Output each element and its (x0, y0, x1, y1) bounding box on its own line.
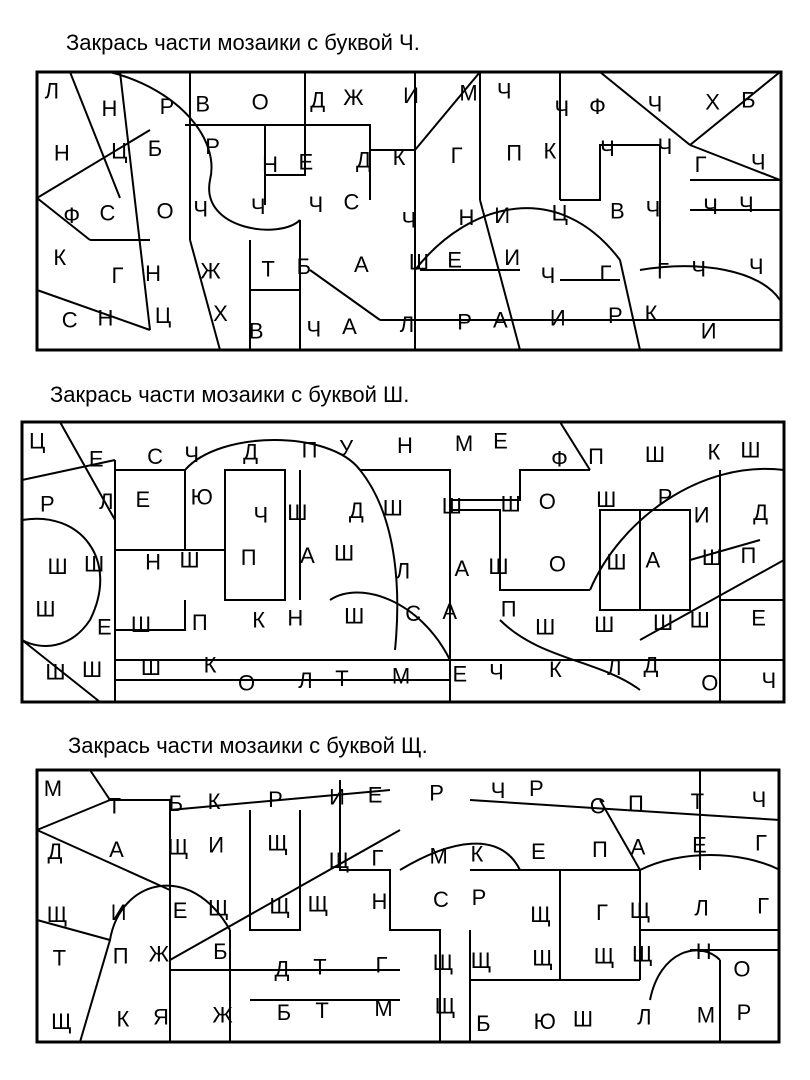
mosaic-letter: Ч (540, 263, 556, 288)
mosaic-letter: Ч (490, 778, 506, 804)
mosaic-letter: Р (205, 134, 220, 159)
mosaic-letter: Е (172, 897, 188, 923)
mosaic-letter: Б (741, 87, 756, 113)
mosaic-letter: О (251, 89, 269, 115)
mosaic-letter: Ф (551, 446, 568, 472)
mosaic-letter: Д (753, 500, 769, 526)
mosaic-letter: П (506, 140, 523, 166)
mosaic-letter: Т (107, 793, 122, 819)
mosaic-letter: Ж (212, 1002, 233, 1028)
mosaic-letter: Ж (148, 941, 170, 967)
mosaic-letter: Ш (500, 491, 521, 517)
mosaic-letter: Щ (267, 830, 288, 856)
mosaic-letter: П (588, 444, 604, 470)
mosaic-letter: Ш (179, 547, 200, 573)
mosaic-letter: Н (397, 433, 413, 458)
mosaic-letter: Е (692, 832, 707, 858)
mosaic-letter: Ш (382, 495, 403, 521)
mosaic-letter: Ч (647, 91, 663, 117)
mosaic-letter: С (589, 793, 606, 819)
mosaic-letter: М (459, 80, 478, 106)
mosaic-letter: Щ (167, 834, 189, 860)
mosaic-letter: Т (261, 256, 275, 282)
mosaic-letter: Г (596, 900, 608, 925)
mosaic-letter: Ч (401, 207, 417, 233)
mosaic-letter: Т (690, 789, 705, 815)
mosaic-letter: Ч (751, 786, 767, 812)
mosaic-letter: К (392, 145, 406, 171)
mosaic-letter: Ч (489, 659, 504, 685)
mosaic-letter: М (391, 663, 411, 689)
mosaic-letter: Х (705, 89, 720, 115)
mosaic-letter: Г (657, 258, 669, 284)
mosaic-letter: Щ (307, 891, 329, 917)
mosaic-letter: М (696, 1002, 716, 1028)
panel-1-instruction: Закрась части мозаики с буквой Ч. (66, 30, 420, 55)
mosaic-letter: Д (643, 652, 659, 678)
mosaic-letter: А (342, 314, 357, 340)
mosaic-letter: С (432, 887, 449, 912)
mosaic-letter: Ч (308, 191, 324, 217)
mosaic-panel-3 (37, 770, 780, 1042)
mosaic-letter: И (208, 832, 225, 858)
mosaic-letter: Щ (207, 895, 229, 921)
mosaic-letter: А (492, 307, 508, 333)
mosaic-letter: Щ (530, 902, 551, 928)
mosaic-letter: Т (315, 997, 329, 1023)
mosaic-letter: Ч (645, 196, 661, 222)
mosaic-letter: Р (429, 780, 444, 806)
mosaic-letter: С (99, 200, 116, 226)
mosaic-letter: Ш (47, 554, 68, 579)
mosaic-letter: П (591, 836, 608, 862)
mosaic-letter: И (504, 245, 521, 271)
mosaic-letter: Е (96, 614, 112, 640)
mosaic-letter: Л (395, 558, 411, 584)
mosaic-letter: К (644, 300, 658, 326)
mosaic-letter: О (156, 198, 174, 224)
mosaic-letter: Е (493, 428, 508, 454)
mosaic-letter: Л (607, 654, 622, 680)
mosaic-letter: Р (528, 776, 544, 801)
mosaic-letter: В (609, 198, 625, 224)
mosaic-letter: Н (695, 939, 712, 965)
mosaic-letter: Б (296, 254, 312, 280)
mosaic-letter: Д (47, 839, 63, 865)
mosaic-letter: Р (457, 309, 472, 335)
mosaic-letter: Ш (140, 654, 162, 680)
mosaic-letter: Н (97, 305, 114, 331)
mosaic-letter: И (329, 784, 345, 810)
mosaic-letter: А (354, 251, 369, 277)
mosaic-letter: П (240, 545, 257, 570)
mosaic-letter: А (442, 598, 458, 624)
mosaic-letter: К (548, 657, 562, 682)
mosaic-letter: К (470, 841, 484, 867)
mosaic-letter: К (252, 607, 266, 633)
mosaic-letter: С (61, 307, 78, 333)
mosaic-letter: Я (153, 1004, 169, 1030)
mosaic-letter: Ч (750, 149, 766, 175)
panel-2-instruction: Закрась части мозаики с буквой Ш. (50, 382, 410, 407)
mosaic-letter: Ф (63, 202, 81, 228)
mosaic-letter: Х (213, 300, 228, 326)
mosaic-letter: Ш (644, 442, 666, 467)
mosaic-letter: Д (348, 498, 364, 523)
mosaic-letter: Н (145, 260, 162, 286)
mosaic-letter: Ч (703, 194, 718, 220)
mosaic-letter: Е (135, 486, 151, 512)
mosaic-letter: Р (736, 1000, 752, 1026)
mosaic-letter: Г (375, 952, 388, 978)
mosaic-letter: Ч (738, 191, 754, 217)
mosaic-letter: М (374, 995, 393, 1021)
mosaic-letter: К (707, 439, 721, 465)
mosaic-letter: Ш (535, 614, 556, 640)
mosaic-letter: Д (243, 439, 259, 465)
mosaic-letter: С (405, 601, 422, 626)
mosaic-letter: П (500, 596, 517, 622)
mosaic-letter: Ч (691, 256, 707, 282)
mosaic-letter: Щ (434, 993, 456, 1019)
mosaic-letter: Ч (600, 136, 615, 162)
mosaic-letter: П (627, 791, 644, 817)
mosaic-letter: Ч (748, 254, 764, 280)
mosaic-letter: С (343, 189, 360, 215)
mosaic-letter: Л (694, 895, 709, 921)
mosaic-letter: Ш (572, 1006, 593, 1032)
mosaic-letter: Ю (190, 484, 213, 510)
mosaic-letter: Г (757, 893, 770, 919)
mosaic-letter: Г (755, 830, 767, 856)
mosaic-letter: Ц (154, 303, 172, 328)
mosaic-letter: И (693, 502, 710, 528)
mosaic-letter: Л (298, 668, 313, 694)
mosaic-letter: К (116, 1006, 130, 1032)
mosaic-letter: О (701, 670, 719, 696)
mosaic-letter: О (548, 551, 566, 577)
mosaic-letter: Н (101, 96, 118, 122)
mosaic-letter: Ш (287, 500, 308, 526)
mosaic-letter: М (454, 430, 474, 456)
mosaic-letter: А (300, 542, 315, 568)
mosaic-letter: Г (694, 151, 707, 177)
mosaic-letter: Ш (594, 612, 615, 638)
mosaic-letter: Щ (593, 943, 615, 969)
mosaic-letter: Ш (84, 551, 105, 577)
mosaic-letter: Т (52, 945, 67, 971)
mosaic-letter: Ш (334, 540, 355, 566)
panel-2-letters (29, 429, 776, 696)
mosaic-letter: Е (367, 782, 383, 808)
mosaic-letter: Л (399, 311, 415, 337)
mosaic-letter: Н (287, 605, 304, 631)
mosaic-letter: Ш (130, 612, 151, 638)
mosaic-letter: В (248, 318, 264, 344)
mosaic-letter: П (301, 437, 318, 463)
mosaic-letter: Ш (82, 657, 103, 682)
mosaic-letter: Щ (629, 897, 651, 923)
mosaic-letter: Ш (45, 659, 66, 685)
mosaic-letter: Ш (408, 249, 429, 275)
mosaic-letter: Р (471, 884, 487, 910)
mosaic-letter: Ц (111, 138, 128, 164)
mosaic-letter: Н (145, 549, 162, 575)
mosaic-letter: Ш (606, 549, 627, 575)
panel-3-instruction: Закрась части мозаики с буквой Щ. (68, 733, 428, 758)
mosaic-letter: Г (371, 845, 384, 871)
mosaic-letter: Г (599, 260, 612, 286)
mosaic-letter: Ч (496, 78, 512, 104)
mosaic-letter: Щ (631, 941, 653, 967)
mosaic-letter: Л (44, 78, 60, 104)
mosaic-letter: О (237, 670, 256, 696)
mosaic-letter: Н (53, 140, 70, 166)
mosaic-letter: И (549, 305, 566, 331)
mosaic-letter: Ч (306, 316, 322, 342)
mosaic-letter: А (645, 547, 661, 573)
mosaic-letter: А (630, 834, 646, 860)
mosaic-letter: С (147, 444, 164, 470)
mosaic-letter: А (109, 836, 124, 862)
mosaic-letter: Ш (740, 437, 761, 463)
mosaic-letter: Д (310, 87, 326, 113)
mosaic-letter: П (112, 943, 129, 969)
mosaic-letter: Ф (589, 94, 606, 119)
mosaic-letter: Н (371, 889, 388, 915)
mosaic-letter: Щ (328, 847, 350, 873)
mosaic-letter: Л (99, 489, 114, 514)
mosaic-letter: Е (751, 605, 766, 631)
mosaic-letter: Ч (657, 134, 673, 159)
mosaic-letter: П (740, 542, 757, 568)
mosaic-letter: К (543, 138, 557, 164)
mosaic-letter: Д (355, 147, 371, 173)
mosaic-letter: Ш (701, 545, 722, 570)
mosaic-letter: Р (268, 786, 283, 812)
mosaic-letter: Б (213, 939, 228, 965)
mosaic-letter: Б (147, 136, 163, 162)
mosaic-letter: Р (40, 491, 55, 517)
mosaic-letter: Р (657, 484, 673, 510)
mosaic-letter: Ш (689, 607, 710, 633)
mosaic-letter: И (110, 900, 127, 925)
mosaic-letter: Щ (46, 902, 68, 928)
mosaic-letter: Г (450, 142, 463, 168)
mosaic-letter: О (733, 956, 751, 982)
mosaic-letter: Т (335, 666, 349, 691)
mosaic-letter: Ч (193, 196, 209, 222)
mosaic-letter: Щ (532, 945, 553, 971)
mosaic-letter: П (191, 610, 208, 635)
mosaic-letter: А (454, 556, 470, 582)
mosaic-letter: Ш (344, 603, 365, 629)
mosaic-letter: Т (313, 954, 327, 980)
mosaic-letter: И (403, 82, 419, 108)
mosaic-letter: И (494, 202, 511, 228)
mosaic-letter: О (538, 489, 556, 514)
mosaic-letter: Щ (470, 947, 492, 973)
mosaic-letter: Б (476, 1011, 491, 1036)
mosaic-letter: Ч (253, 502, 269, 528)
mosaic-letter: Л (637, 1004, 652, 1030)
mosaic-letter: Щ (432, 950, 454, 976)
mosaic-letter: Ж (343, 85, 364, 111)
mosaic-letter: Е (298, 149, 314, 175)
mosaic-letter: Ш (596, 486, 617, 512)
mosaic-letter: Щ (51, 1008, 72, 1034)
mosaic-letter: Ж (200, 258, 221, 284)
mosaic-letter: К (53, 245, 67, 271)
mosaic-letter: Щ (269, 893, 291, 919)
mosaic-letter: В (195, 91, 211, 117)
mosaic-letter: М (43, 776, 63, 801)
mosaic-letter: Ю (533, 1008, 556, 1034)
mosaic-letter: Е (531, 839, 546, 865)
panel-3-letters (44, 776, 769, 1036)
mosaic-letter: Ш (441, 493, 462, 519)
mosaic-letter: Е (452, 661, 468, 687)
mosaic-letter: Б (276, 1000, 292, 1026)
mosaic-letter: Ч (761, 668, 777, 694)
mosaic-letter: Д (274, 956, 290, 982)
mosaic-letter: Ш (488, 554, 509, 579)
mosaic-letter: Ч (554, 96, 570, 122)
mosaic-letter: Ц (29, 428, 46, 454)
mosaic-letter: Е (88, 446, 104, 472)
mosaic-letter: К (203, 652, 217, 678)
mosaic-letter: Ц (551, 200, 568, 226)
mosaic-letter: Ш (35, 596, 56, 622)
mosaic-letter: К (207, 789, 221, 815)
mosaic-letter: Ч (184, 442, 200, 467)
mosaic-letter: Н (458, 205, 475, 231)
mosaic-letter: Е (447, 247, 462, 273)
mosaic-letter: Н (262, 151, 279, 177)
mosaic-letter: У (339, 435, 354, 461)
mosaic-letter: И (700, 318, 717, 344)
mosaic-letter: Р (159, 94, 175, 119)
mosaic-letter: Г (111, 263, 124, 288)
mosaic-letter: Р (607, 303, 623, 328)
mosaic-letter: М (429, 843, 448, 869)
mosaic-letter: Б (168, 791, 184, 817)
mosaic-letter: Ч (250, 194, 266, 220)
mosaic-letter: Ш (653, 610, 674, 635)
